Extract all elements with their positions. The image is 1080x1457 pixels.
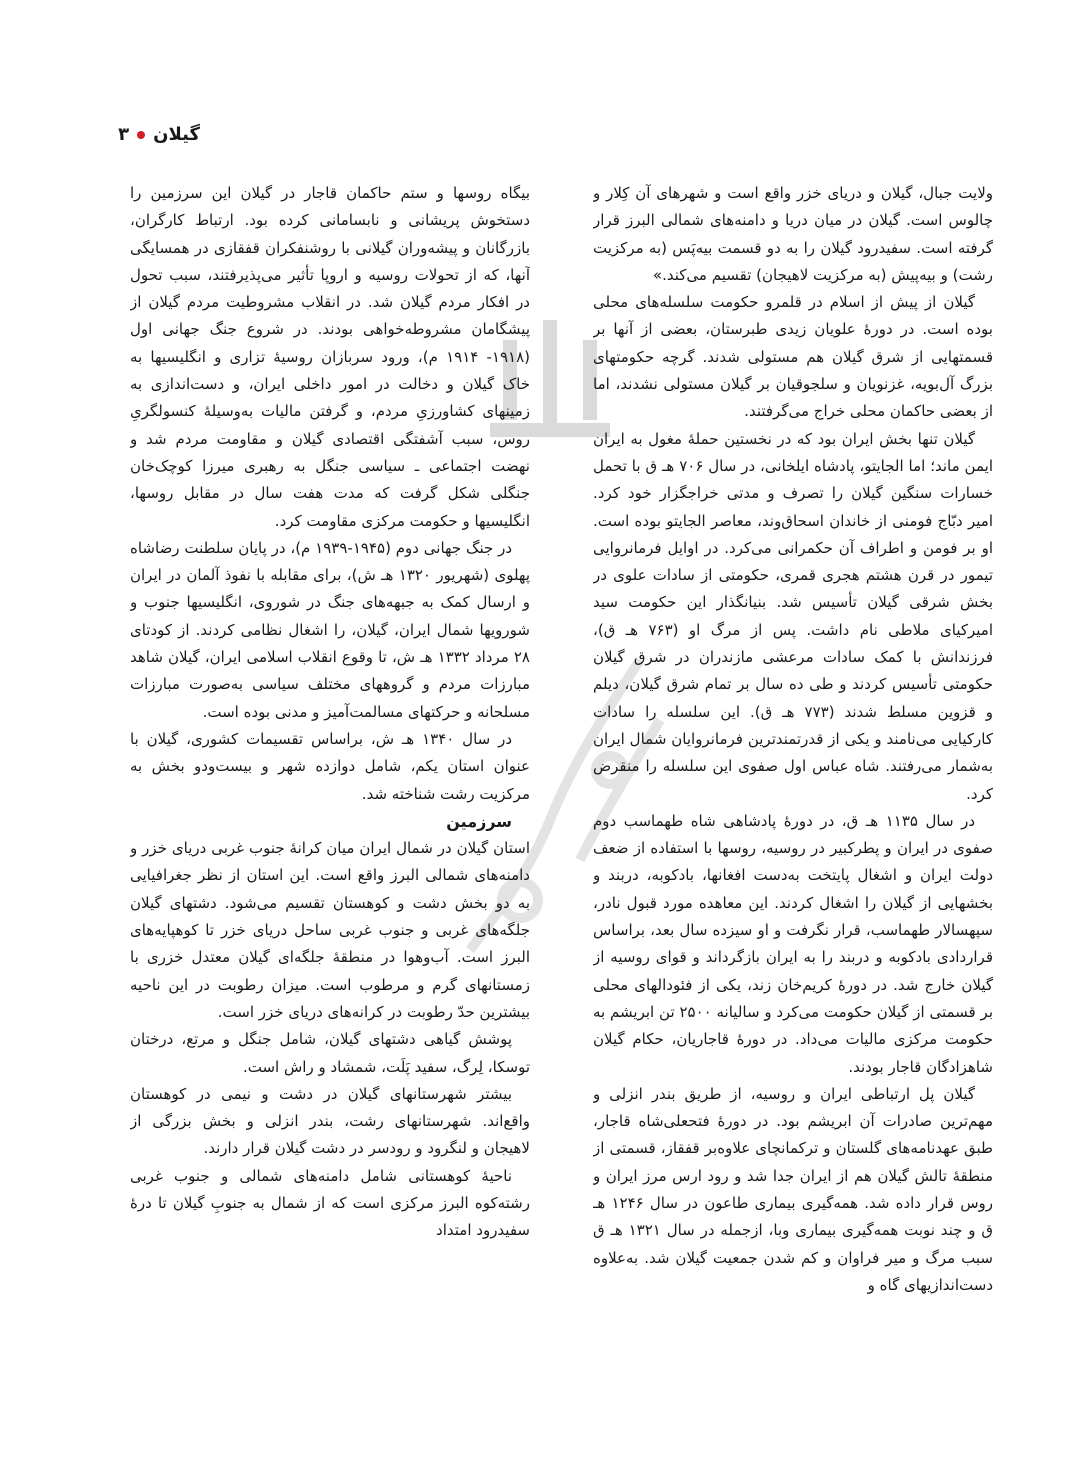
paragraph: گیلان تنها بخش ایران بود که در نخستین حملهٔ مغول به ایران ایمن ماند؛ اما الجایتو، پادشاه ایلخانی، در سال ۷۰۶ هـ ق با تحمل خسارات سنگین گیلان را تصرف و مدتی خراجگزار خود کرد. امیر دبّاج فومنی از خاندان اسحاق‌وند، معاصر الجایتو بوده است. او بر فومن و اطراف آن حکمرانی می‌کرد. در اوایل فرمانروایی تیمور در قرن هشتم هجری قمری، حکومتی از سادات علوی در بخش شرقی گیلان تأسیس شد. بنیانگذار این حکومت سید امیرکیای ملاطی نام داشت. پس از مرگ او (۷۶۳ هـ ق)، فرزندانش با کمک سادات مرعشی مازندران در شرق گیلان حکومتی تأسیس کردند و طی ده سال بر تمام شرق گیلان، دیلم و قزوین مسلط شدند (۷۷۳ هـ ق). این سلسله را سادات کارکیایی می‌نامند و یکی از قدرتمندترین فرمانروایان شمال ایران به‌شمار می‌رفتند. شاه عباس اول صفوی این سلسله را منقرض کرد. (593, 429, 993, 803)
paragraph: بیگاه روسها و ستم حاکمان قاجار در گیلان این سرزمین را دستخوش پریشانی و نابسامانی کرده بود. ارتباط کارگران، بازرگانان و پیشه‌وران گیلانی با روشنفکران قفقازی در همسایگی آنها، که از تحولات روسیه و اروپا تأثیر می‌پذیرفتند، سبب تحول در افکار مردم گیلان شد. در انقلاب مشروطیت مردم گیلان از پیشگامان مشروطه‌خواهی بودند. در شروع جنگ جهانی اول (۱۹۱۸- ۱۹۱۴ م)، ورود سربازان روسیهٔ تزاری و انگلیسیها به خاک گیلان و دخالت در امور داخلی ایران، و دست‌اندازی به زمینهای کشاورزیِ مردم، و گرفتن مالیات به‌وسیلهٔ کنسولگریِ روس، سبب آشفتگی اقتصادی گیلان و مقاومت مردم شد و نهضت اجتماعی ـ سیاسی جنگل به رهبری میرزا کوچک‌خان جنگلی شکل گرفت که مدت هفت سال در مقابل روسها، انگلیسیها و حکومت مرکزی مقاومت کرد. (130, 184, 530, 530)
paragraph: ناحیهٔ کوهستانی شامل دامنه‌های شمالی و جنوب غربی رشته‌کوه البرز مرکزی است که از شمال به جنوبِ گیلان تا درهٔ سفیدرود امتداد (130, 1166, 530, 1240)
paragraph: در سال ۱۳۴۰ هـ ش، براساس تقسیمات کشوری، گیلان با عنوان استان یکم، شامل دوازده شهر و بیست‌ودو بخش به مرکزیت رشت شناخته شد. (130, 729, 530, 803)
paragraph: در جنگ جهانی دوم (۱۹۴۵-۱۹۳۹ م)، در پایان سلطنت رضاشاه پهلوی (شهریور ۱۳۲۰ هـ ش)، برای مقابله با نفوذ آلمان در ایران و ارسال کمک به جبهه‌های جنگ در شوروی، انگلیسیها جنوب و شورویها شمال ایران، گیلان، را اشغال نظامی کردند. از کودتای ۲۸ مرداد ۱۳۳۲ هـ ش، تا وقوع انقلاب اسلامی ایران، گیلان شاهد مبارزات مردم و گروههای مختلف سیاسی به‌صورت مبارزات مسلحانه و حرکتهای مسالمت‌آمیز و مدنی بوده است. (130, 538, 530, 721)
right-column (593, 180, 993, 1330)
section-title: سرزمین (446, 811, 512, 831)
page-header (118, 124, 200, 145)
bullet-icon (137, 131, 145, 139)
left-column (130, 180, 530, 1330)
paragraph: ولایت جبال، گیلان و دریای خزر واقع است و شهرهای آن کِلار و چالوس است. گیلان در میان دریا و دامنه‌های شمالی البرز قرار گرفته است. سفیدرود گیلان را به دو قسمت بیه‌پَس (به مرکزیت رشت) و بیه‌پیش (به مرکزیت لاهیجان) تقسیم می‌کند.» (593, 184, 993, 284)
paragraph: استان گیلان در شمال ایران میان کرانهٔ جنوب غربی دریای خزر و دامنه‌های شمالی البرز واقع است. این استان از نظر جغرافیایی به دو بخش دشت و کوهستان تقسیم می‌شود. دشتهای گیلان جلگه‌های غربی و جنوب غربی ساحل دریای خزر تا کوهپایه‌های البرز است. آب‌وهوا در منطقهٔ جلگه‌ای گیلان معتدل خزری با زمستانهای گرم و مرطوب است. میزان رطوبت در این ناحیه بیشترین حدّ رطوبت در کرانه‌های دریای خزر است. (130, 839, 530, 1021)
page-title: گیلان (153, 124, 200, 145)
page-number: ۳ (118, 124, 130, 145)
paragraph: پوشش گیاهی دشتهای گیلان، شامل جنگل و مرتع، درختان توسکا، لِرگ، سفید پَلَت، شمشاد و راش است. (130, 1030, 530, 1076)
paragraph: بیشتر شهرستانهای گیلان در دشت و نیمی در کوهستان واقع‌اند. شهرستانهای رشت، بندر انزلی و بخش بزرگی از لاهیجان و لنگرود و رودسر در دشت گیلان قرار دارند. (130, 1084, 530, 1158)
paragraph: گیلان از پیش از اسلام در قلمرو حکومت سلسله‌های محلی بوده است. در دورهٔ علویان زیدی طبرستان، بعضی از آنها بر قسمتهایی از شرق گیلان هم مستولی شدند. گرچه حکومتهای بزرگ آل‌بویه، غزنویان و سلجوقیان بر گیلان مستولی نشدند، اما از بعضی حاکمان محلی خراج می‌گرفتند. (593, 293, 993, 421)
paragraph: گیلان پل ارتباطی ایران و روسیه، از طریق بندر انزلی و مهم‌ترین صادرات آن ابریشم بود. در دورهٔ فتحعلی‌شاه قاجار، طبق عهدنامه‌های گلستان و ترکمانچای علاوه‌بر قفقاز، قسمتی از منطقهٔ تالش گیلان هم از ایران جدا شد و رود ارس مرز ایران و روس قرار داده شد. همه‌گیری بیماری طاعون در سال ۱۲۴۶ هـ ق و چند نوبت همه‌گیری بیماری وبا، ازجمله در سال ۱۳۲۱ هـ ق سبب مرگ و میر فراوان و کم شدن جمعیت گیلان شد. به‌علاوه دست‌اندازیهای گاه و (593, 1084, 993, 1294)
paragraph: در سال ۱۱۳۵ هـ ق، در دورهٔ پادشاهی شاه طهماسب دوم صفوی در ایران و پطرکبیر در روسیه، روسها با استفاده از ضعف دولت ایران و اشغال پایتخت به‌دست افغانها، بادکوبه، دربند و بخشهایی از گیلان را اشغال کردند. این معاهده مورد قبول نادر، سپهسالار طهماسب، قرار نگرفت و او سیزده سال بعد، براساس قراردادی بادکوبه و دربند را به ایران بازگرداند و قوای روسیه از گیلان خارج شد. در دورهٔ کریم‌خان زند، یکی از فئودالهای محلی بر قسمتی از گیلان حکومت می‌کرد و سالیانه ۲۵۰۰ تن ابریشم به حکومت مرکزی مالیات می‌داد. در دورهٔ قاجاریان، حکام گیلان شاهزادگان قاجار بودند. (593, 811, 993, 1076)
